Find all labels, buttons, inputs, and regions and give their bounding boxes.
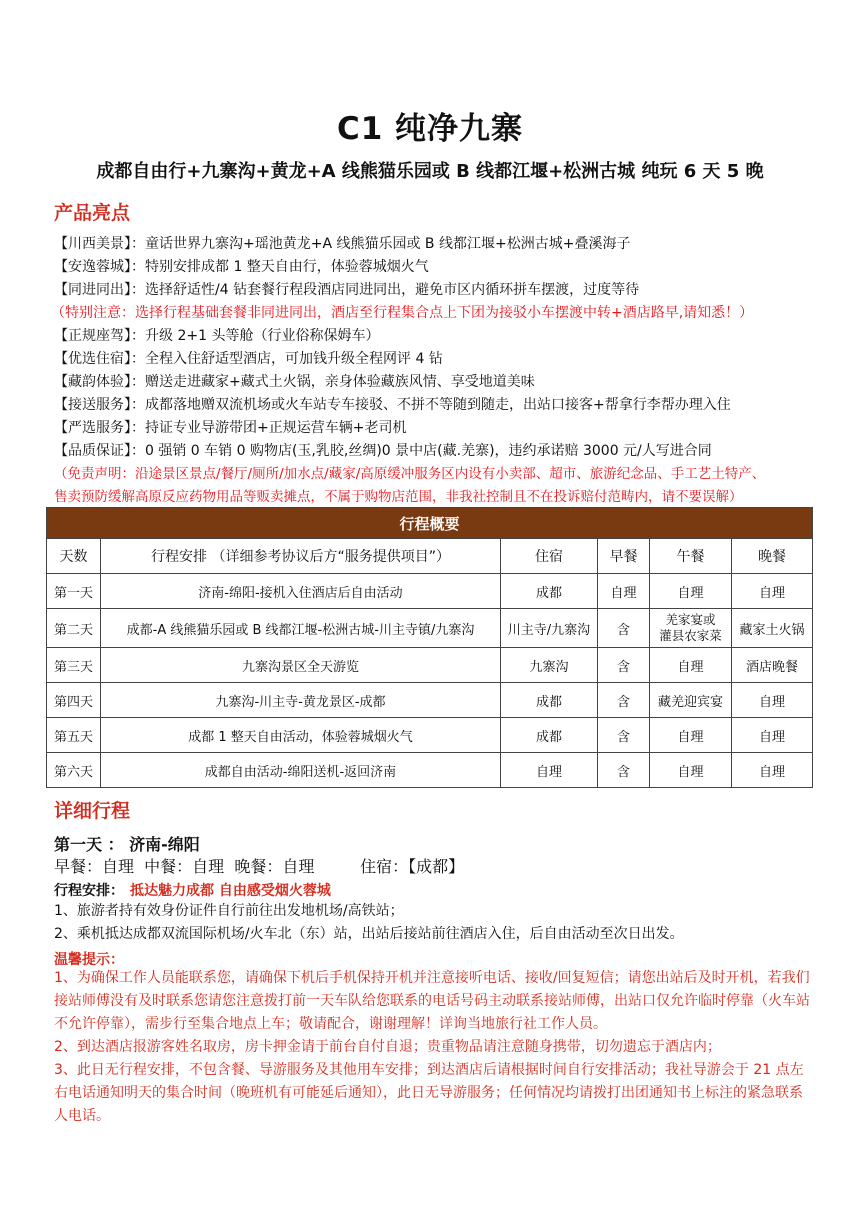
lunch-cell: 自理 (650, 648, 732, 683)
column-header: 早餐 (598, 539, 650, 574)
highlight-item: 【川西美景】：童话世界九寨沟+瑶池黄龙+A 线熊猫乐园或 B 线都江堰+松洲古城+叠溪海子 (54, 236, 631, 252)
plan-label: 行程安排： (54, 883, 124, 899)
table-row (47, 609, 813, 648)
page-title: C1 纯净九寨 (336, 111, 524, 147)
highlights-list (51, 233, 824, 509)
column-header: 午餐 (650, 539, 732, 574)
plan-cell: 成都-A 线熊猫乐园或 B 线都江堰-松洲古城-川主寺镇/九寨沟 (101, 609, 501, 648)
column-header: 天数 (47, 539, 101, 574)
lunch-cell: 羌家宴或 灌县农家菜 (650, 609, 732, 648)
highlights-heading: 产品亮点 (54, 202, 131, 224)
plan-cell: 成都自由活动-绵阳送机-返回济南 (101, 753, 501, 788)
hotel-cell: 川主寺/九寨沟 (501, 609, 598, 648)
day1-meals: 早餐：自理 中餐：自理 晚餐：自理 住宿：【成都】 (54, 857, 465, 876)
day1-step: 1、旅游者持有效身份证件自行前往出发地机场/高铁站； (54, 903, 404, 919)
hotel-cell: 成都 (501, 574, 598, 609)
lunch-cell: 自理 (650, 574, 732, 609)
day-cell: 第一天 (47, 574, 101, 609)
table-caption: 行程概要 (47, 508, 813, 539)
table-row (47, 648, 813, 683)
dinner-cell: 自理 (732, 753, 813, 788)
day-cell: 第四天 (47, 683, 101, 718)
highlight-item: 【优选住宿】：全程入住舒适型酒店，可加钱升级全程网评 4 钻 (54, 351, 443, 367)
lunch-cell: 自理 (650, 753, 732, 788)
highlight-item: 【安逸蓉城】：特别安排成都 1 整天自由行，体验蓉城烟火气 (54, 259, 429, 275)
day-cell: 第二天 (47, 609, 101, 648)
hotel-cell: 自理 (501, 753, 598, 788)
tips-block (54, 967, 816, 1128)
table-row (47, 574, 813, 609)
detail-heading: 详细行程 (54, 800, 131, 822)
breakfast-cell: 含 (598, 718, 650, 753)
hotel-cell: 九寨沟 (501, 648, 598, 683)
day-cell: 第五天 (47, 718, 101, 753)
breakfast-cell: 含 (598, 753, 650, 788)
highlight-item: 【正规座驾】：升级 2+1 头等舱（行业俗称保姆车） (54, 328, 380, 344)
highlight-item: 【同进同出】：选择舒适性/4 钻套餐行程段酒店同进同出，避免市区内循环拼车摆渡，过度等待 (54, 282, 640, 298)
plan-highlight: 抵达魅力成都 自由感受烟火蓉城 (130, 883, 331, 899)
dinner-cell: 自理 (732, 718, 813, 753)
plan-cell: 九寨沟景区全天游览 (101, 648, 501, 683)
dinner-cell: 自理 (732, 683, 813, 718)
dinner-cell: 藏家土火锅 (732, 609, 813, 648)
plan-cell: 济南-绵阳-接机入住酒店后自由活动 (101, 574, 501, 609)
itinerary-overview-table (46, 507, 813, 788)
day-cell: 第六天 (47, 753, 101, 788)
highlight-item: 【严选服务】：持证专业导游带团+正规运营车辆+老司机 (54, 420, 407, 436)
breakfast-cell: 含 (598, 683, 650, 718)
highlight-item: 【品质保证】：0 强销 0 车销 0 购物店(玉,乳胶,丝绸)0 景中店(藏.羌寨)，违约承诺赔 3000 元/人写进合同 (54, 443, 712, 459)
hotel-cell: 成都 (501, 683, 598, 718)
breakfast-cell: 含 (598, 648, 650, 683)
dinner-cell: 酒店晚餐 (732, 648, 813, 683)
lunch-cell: 藏羌迎宾宴 (650, 683, 732, 718)
highlight-item: 【藏韵体验】：赠送走进藏家+藏式土火锅，亲身体验藏族风情、享受地道美味 (54, 374, 535, 390)
table-row (47, 753, 813, 788)
table-row (47, 718, 813, 753)
tip-item: 2、到达酒店报游客姓名取房，房卡押金请于前台自付自退；贵重物品请注意随身携带，切勿遗忘于酒店内； (54, 1039, 721, 1055)
highlight-item: 【接送服务】：成都落地赠双流机场或火车站专车接驳、不拼不等随到随走，出站口接客+帮拿行李帮办理入住 (54, 397, 731, 413)
breakfast-cell: 含 (598, 609, 650, 648)
column-header: 住宿 (501, 539, 598, 574)
tip-item: 3、此日无行程安排，不包含餐、导游服务及其他用车安排；到达酒店后请根据时间自行安排活动；我社导游会于 21 点左右电话通知明天的集合时间（晚班机有可能延后通知），此日无导游服务；任何情况均请拨打出团通知书上标注的紧急联系人电话。 (54, 1062, 804, 1124)
plan-cell: 成都 1 整天自由活动，体验蓉城烟火气 (101, 718, 501, 753)
breakfast-cell: 自理 (598, 574, 650, 609)
day-cell: 第三天 (47, 648, 101, 683)
lunch-cell: 自理 (650, 718, 732, 753)
column-header: 晚餐 (732, 539, 813, 574)
day1-step: 2、乘机抵达成都双流国际机场/火车北（东）站，出站后接站前往酒店入住，后自由活动至次日出发。 (54, 926, 684, 942)
column-header: 行程安排 （详细参考协议后方“服务提供项目”） (101, 539, 501, 574)
table-row (47, 683, 813, 718)
day1-title: 第一天 ： 济南-绵阳 (54, 835, 200, 854)
hotel-cell: 成都 (501, 718, 598, 753)
tip-item: 1、为确保工作人员能联系您，请确保下机后手机保持开机并注意接听电话、接收/回复短信；请您出站后及时开机，若我们接站师傅没有及时联系您请您注意拨打前一天车队给您联系的电话号码主动联系接站师傅，出站口仅允许临时停靠（火车站不允许停靠），需步行至集合地点上车；敬请配合，谢谢理解！详询当地旅行社工作人员。 (54, 970, 810, 1032)
disclaimer-line: （免责声明：沿途景区景点/餐厅/厕所/加水点/藏家/高原缓冲服务区内设有小卖部、超市、旅游纪念品、手工艺土特产、 (54, 466, 766, 482)
day1-plan-line (54, 880, 331, 900)
highlight-notice: （特别注意：选择行程基础套餐非同进同出，酒店至行程集合点上下团为接驳小车摆渡中转+酒店路早,请知悉！） (51, 305, 754, 321)
disclaimer-line: 售卖预防缓解高原反应药物用品等贩卖摊点，不属于购物店范围，非我社控制且不在投诉赔付范畴内，请不要误解） (54, 489, 743, 505)
page-subtitle: 成都自由行+九寨沟+黄龙+A 线熊猫乐园或 B 线都江堰+松洲古城 纯玩 6 天 5 晚 (96, 161, 764, 182)
plan-cell: 九寨沟-川主寺-黄龙景区-成都 (101, 683, 501, 718)
tips-heading: 温馨提示： (54, 952, 124, 968)
dinner-cell: 自理 (732, 574, 813, 609)
